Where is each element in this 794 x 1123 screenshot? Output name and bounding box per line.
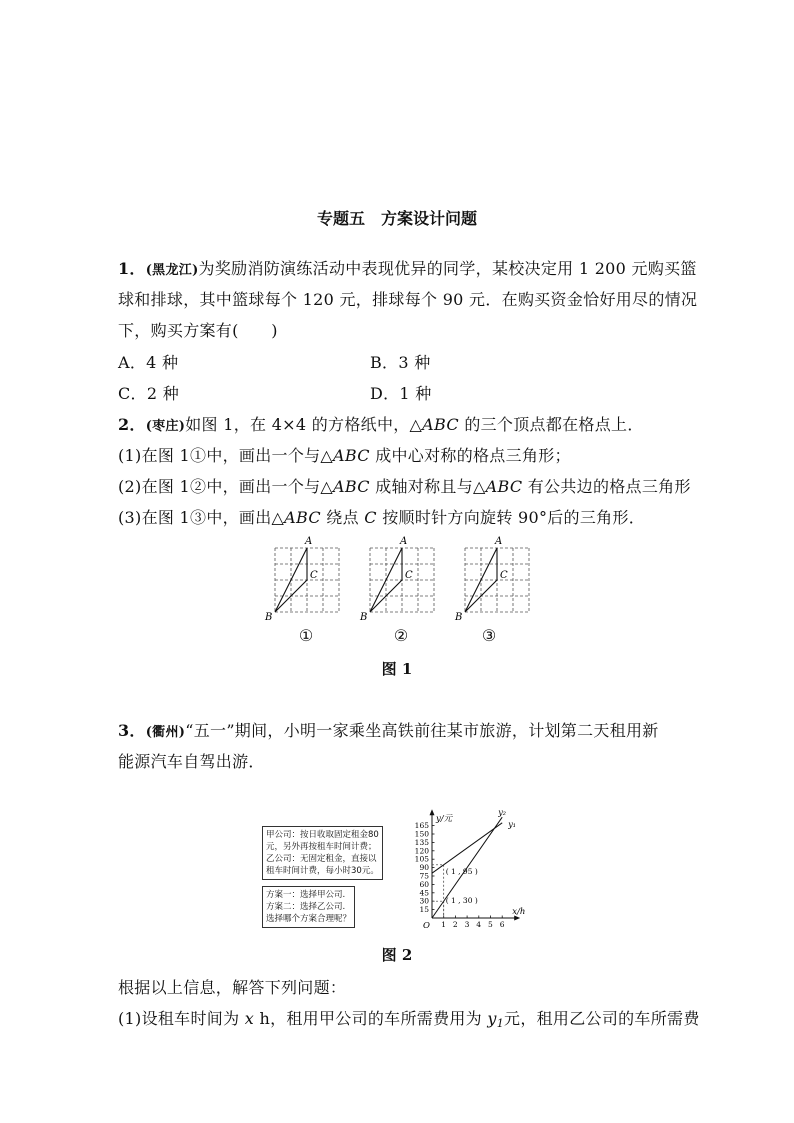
q3-p1-y: y xyxy=(487,1009,497,1028)
y-tick-label: 45 xyxy=(419,888,429,898)
q2-p2-a: (2)在图 1②中，画出一个与△ xyxy=(118,477,334,496)
y-tick-label: 75 xyxy=(419,871,429,881)
plan-info-box xyxy=(262,886,355,928)
cost-chart xyxy=(400,800,540,938)
q1-text: 为奖励消防演练活动中表现优异的同学，某校决定用 1 200 元购买篮 xyxy=(198,259,697,278)
box1-line2: 元，另外再按租车时间计费； xyxy=(266,842,377,852)
q1-source: (黑龙江) xyxy=(145,263,199,278)
q2-text-b: 的三个顶点都在格点上． xyxy=(458,415,644,434)
q2-p2-abc2: ABC xyxy=(485,477,523,496)
point-label-1-95: ( 1 , 95 ) xyxy=(445,866,478,876)
q3-part1 xyxy=(118,1006,700,1030)
q2-source: (枣庄) xyxy=(145,419,186,434)
q3-p1-x: x xyxy=(244,1009,255,1028)
q2-p2-c: 有公共边的格点三角形 xyxy=(522,477,691,496)
q2-p1-abc: ABC xyxy=(333,446,370,465)
panel-label-1: ① xyxy=(298,626,314,645)
q3-p1-sub: 1 xyxy=(496,1017,505,1030)
figure1-grids xyxy=(260,532,550,622)
y-axis-arrow xyxy=(430,809,435,815)
q2-p1-a: (1)在图 1①中，画出一个与△ xyxy=(118,446,334,465)
vertex-label-b: B xyxy=(265,612,273,622)
y-tick-label: 150 xyxy=(414,829,429,839)
q2-abc: ABC xyxy=(422,415,459,434)
q2-p2-b: 成轴对称且与△ xyxy=(369,477,486,496)
q2-p1-b: 成中心对称的格点三角形； xyxy=(369,446,571,465)
x-tick-label: 6 xyxy=(499,920,505,929)
q1-line2: 球和排球，其中篮球每个 120 元，排球每个 90 元．在购买资金恰好用尽的情况 xyxy=(118,290,698,309)
box2-line2: 方案二：选择乙公司. xyxy=(266,902,346,912)
q2-line1 xyxy=(118,412,644,435)
box1-line1: 甲公司：按日收取固定租金80 xyxy=(266,830,379,840)
panel-label-3: ③ xyxy=(481,626,497,645)
page-title: 专题五 方案设计问题 xyxy=(316,209,477,228)
box1-line4: 租车时间计费，每小时30元。 xyxy=(266,866,379,876)
q1-option-a: A．4 种 xyxy=(118,353,179,372)
q3-line1 xyxy=(118,718,659,741)
vertex-label-a: A xyxy=(400,536,408,547)
x-axis-label: x/h xyxy=(512,907,526,917)
q3-p1-c: 元，租用乙公司的车所需费 xyxy=(504,1009,700,1028)
y-tick-label: 30 xyxy=(419,896,429,906)
vertex-label-b: B xyxy=(360,612,368,622)
q3-p1-a: (1)设租车时间为 xyxy=(118,1009,245,1028)
q3-source: (衢州) xyxy=(145,725,186,740)
q2-p3-d: 按顺时针方向旋转 90°后的三角形． xyxy=(376,508,646,527)
vertex-label-c: C xyxy=(310,570,318,581)
q2-p3-c: C xyxy=(364,508,377,527)
q3-number: 3． xyxy=(118,721,146,740)
y-axis-label: y/元 xyxy=(436,814,453,825)
q2-p3-abc: ABC xyxy=(284,508,321,527)
y-tick-label: 60 xyxy=(419,879,429,889)
q1-option-c: C．2 种 xyxy=(118,384,180,403)
vertex-label-a: A xyxy=(305,536,313,547)
q2-p3-a: (3)在图 1③中，画出△ xyxy=(118,508,285,527)
y-tick-label: 105 xyxy=(414,854,429,864)
q1-number: 1． xyxy=(118,259,146,278)
q2-text-a: 如图 1，在 4×4 的方格纸中，△ xyxy=(185,415,423,434)
box1-line3: 乙公司：无固定租金，直接以 xyxy=(266,854,377,864)
series-y1-line xyxy=(432,823,502,873)
x-tick-label: 1 xyxy=(441,920,446,929)
y-tick-label: 15 xyxy=(419,905,429,915)
point-label-1-30: ( 1 , 30 ) xyxy=(445,896,478,906)
vertex-label-c: C xyxy=(405,570,413,581)
x-tick-label: 2 xyxy=(452,920,458,929)
x-tick-label: 4 xyxy=(476,920,482,929)
q2-part1 xyxy=(118,443,571,466)
vertex-label-c: C xyxy=(500,570,508,581)
q3-after-text: 根据以上信息，解答下列问题： xyxy=(118,978,347,997)
y-tick-label: 135 xyxy=(414,837,429,847)
y-tick-label: 90 xyxy=(419,863,429,873)
q3-p1-b: h，租用甲公司的车所需费用为 xyxy=(254,1009,488,1028)
y-tick-label: 120 xyxy=(414,846,429,856)
series-y1-label: y₁ xyxy=(508,819,516,829)
q3-text: “五一”期间，小明一家乘坐高铁前往某市旅游，计划第二天租用新 xyxy=(185,721,659,740)
series-y2-label: y₂ xyxy=(498,808,506,818)
origin-label: O xyxy=(423,921,430,931)
q2-p2-abc1: ABC xyxy=(333,477,370,496)
x-tick-label: 3 xyxy=(464,920,470,929)
q2-part2 xyxy=(118,474,691,497)
x-tick-label: 5 xyxy=(488,920,493,929)
q1-option-d: D．1 种 xyxy=(370,384,432,403)
q3-line2: 能源汽车自驾出游． xyxy=(118,752,265,771)
y-tick-label: 165 xyxy=(414,821,429,831)
box2-line3: 选择哪个方案合理呢？ xyxy=(266,914,352,924)
figure1-caption: 图 1 xyxy=(381,660,413,678)
panel-label-2: ② xyxy=(393,626,409,645)
q1-line1 xyxy=(118,256,697,279)
q1-line3: 下，购买方案有( ) xyxy=(118,321,278,340)
q2-number: 2． xyxy=(118,415,146,434)
q2-p3-b: 绕点 xyxy=(320,508,365,527)
figure2-caption: 图 2 xyxy=(381,946,413,964)
q2-part3 xyxy=(118,505,645,528)
box2-line1: 方案一：选择甲公司. xyxy=(266,890,346,900)
q1-option-b: B．3 种 xyxy=(370,353,431,372)
company-info-box xyxy=(262,826,383,880)
vertex-label-b: B xyxy=(455,612,463,622)
vertex-label-a: A xyxy=(495,536,503,547)
